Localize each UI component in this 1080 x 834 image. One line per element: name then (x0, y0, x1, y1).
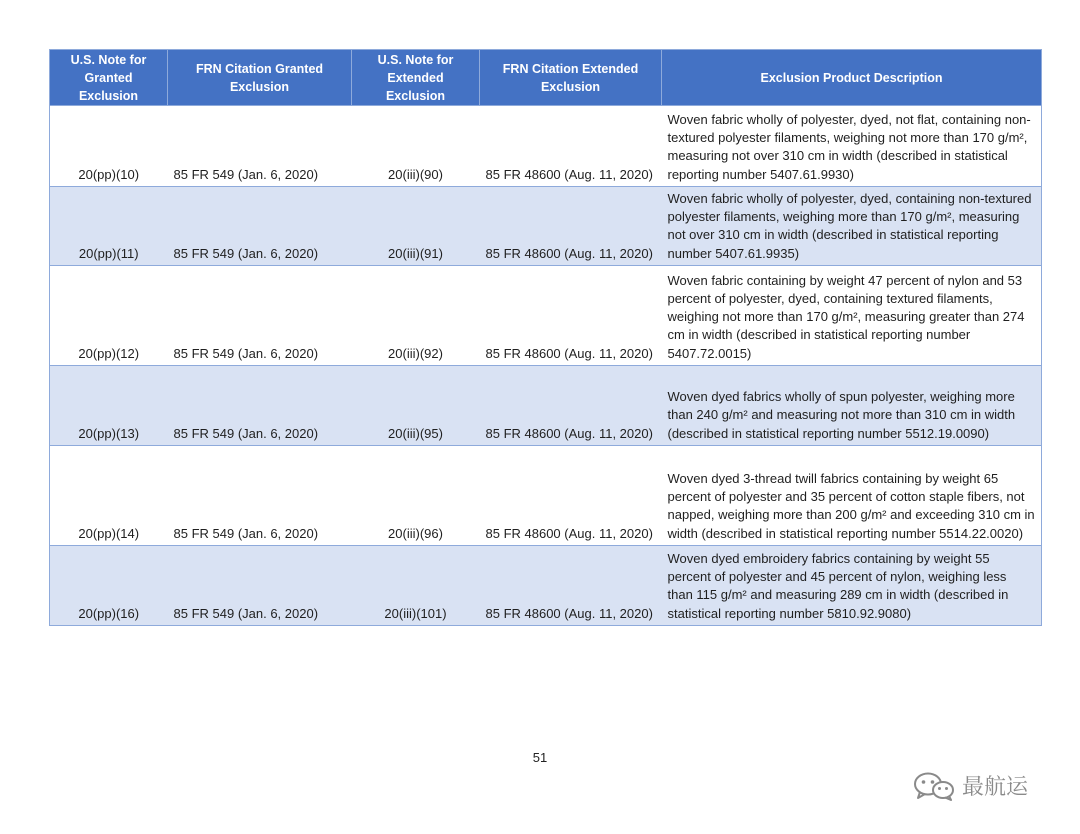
extended-frn-cell: 85 FR 48600 (Aug. 11, 2020) (480, 366, 662, 446)
extended-note-cell: 20(iii)(96) (352, 446, 480, 546)
table-row (50, 106, 1042, 187)
granted-note-cell: 20(pp)(13) (50, 366, 168, 446)
extended-frn-cell: 85 FR 48600 (Aug. 11, 2020) (480, 446, 662, 546)
extended-frn-cell: 85 FR 48600 (Aug. 11, 2020) (480, 187, 662, 266)
header-granted-note: U.S. Note for Granted Exclusion (50, 50, 168, 106)
header-extended-frn: FRN Citation Extended Exclusion (480, 50, 662, 106)
extended-frn-cell: 85 FR 48600 (Aug. 11, 2020) (480, 546, 662, 626)
header-granted-frn: FRN Citation Granted Exclusion (168, 50, 352, 106)
table-row (50, 446, 1042, 546)
header-extended-note: U.S. Note for Extended Exclusion (352, 50, 480, 106)
watermark (912, 770, 1028, 801)
granted-frn-cell: 85 FR 549 (Jan. 6, 2020) (168, 366, 352, 446)
table-header-row (50, 50, 1042, 106)
table-row (50, 187, 1042, 266)
granted-note-cell: 20(pp)(10) (50, 106, 168, 187)
extended-note-cell: 20(iii)(90) (352, 106, 480, 187)
table-row (50, 266, 1042, 366)
granted-frn-cell: 85 FR 549 (Jan. 6, 2020) (168, 546, 352, 626)
page-number: 51 (532, 750, 548, 765)
granted-note-cell: 20(pp)(12) (50, 266, 168, 366)
description-cell: Woven dyed fabrics wholly of spun polyester, weighing more than 240 g/m² and measuring not more than 310 cm in width (described in statistical reporting number 5512.19.0090) (662, 366, 1042, 446)
granted-note-cell: 20(pp)(16) (50, 546, 168, 626)
description-cell: Woven fabric wholly of polyester, dyed, containing non-textured polyester filaments, weighing more than 170 g/m², measuring not over 310 cm in width (described in statistical reporting number 5407.61.9935) (662, 187, 1042, 266)
wechat-icon (912, 771, 956, 801)
description-cell: Woven dyed embroidery fabrics containing by weight 55 percent of polyester and 45 percent of nylon, weighing less than 115 g/m² and measuring 289 cm in width (described in statistical reporting number 5810.92.9080) (662, 546, 1042, 626)
granted-frn-cell: 85 FR 549 (Jan. 6, 2020) (168, 446, 352, 546)
granted-frn-cell: 85 FR 549 (Jan. 6, 2020) (168, 266, 352, 366)
extended-note-cell: 20(iii)(91) (352, 187, 480, 266)
granted-frn-cell: 85 FR 549 (Jan. 6, 2020) (168, 187, 352, 266)
description-cell: Woven dyed 3-thread twill fabrics containing by weight 65 percent of polyester and 35 percent of cotton staple fibers, not napped, weighing more than 200 g/m² and exceeding 310 cm in width (described in statistical reporting number 5514.22.0020) (662, 446, 1042, 546)
table-row (50, 546, 1042, 626)
table-row (50, 366, 1042, 446)
granted-note-cell: 20(pp)(11) (50, 187, 168, 266)
header-description: Exclusion Product Description (662, 50, 1042, 106)
extended-note-cell: 20(iii)(95) (352, 366, 480, 446)
granted-note-cell: 20(pp)(14) (50, 446, 168, 546)
extended-frn-cell: 85 FR 48600 (Aug. 11, 2020) (480, 266, 662, 366)
exclusions-table (49, 49, 1042, 626)
extended-frn-cell: 85 FR 48600 (Aug. 11, 2020) (480, 106, 662, 187)
watermark-text: 最航运 (962, 774, 1029, 799)
extended-note-cell: 20(iii)(92) (352, 266, 480, 366)
description-cell: Woven fabric wholly of polyester, dyed, not flat, containing non-textured polyester filaments, weighing not more than 170 g/m², measuring not over 310 cm in width (described in statistical reporting number 5407.61.9930) (662, 106, 1042, 187)
description-cell: Woven fabric containing by weight 47 percent of nylon and 53 percent of polyester, dyed, containing textured filaments, weighing not more than 170 g/m², measuring greater than 274 cm in width (described in statistical reporting number 5407.72.0015) (662, 266, 1042, 366)
extended-note-cell: 20(iii)(101) (352, 546, 480, 626)
granted-frn-cell: 85 FR 549 (Jan. 6, 2020) (168, 106, 352, 187)
